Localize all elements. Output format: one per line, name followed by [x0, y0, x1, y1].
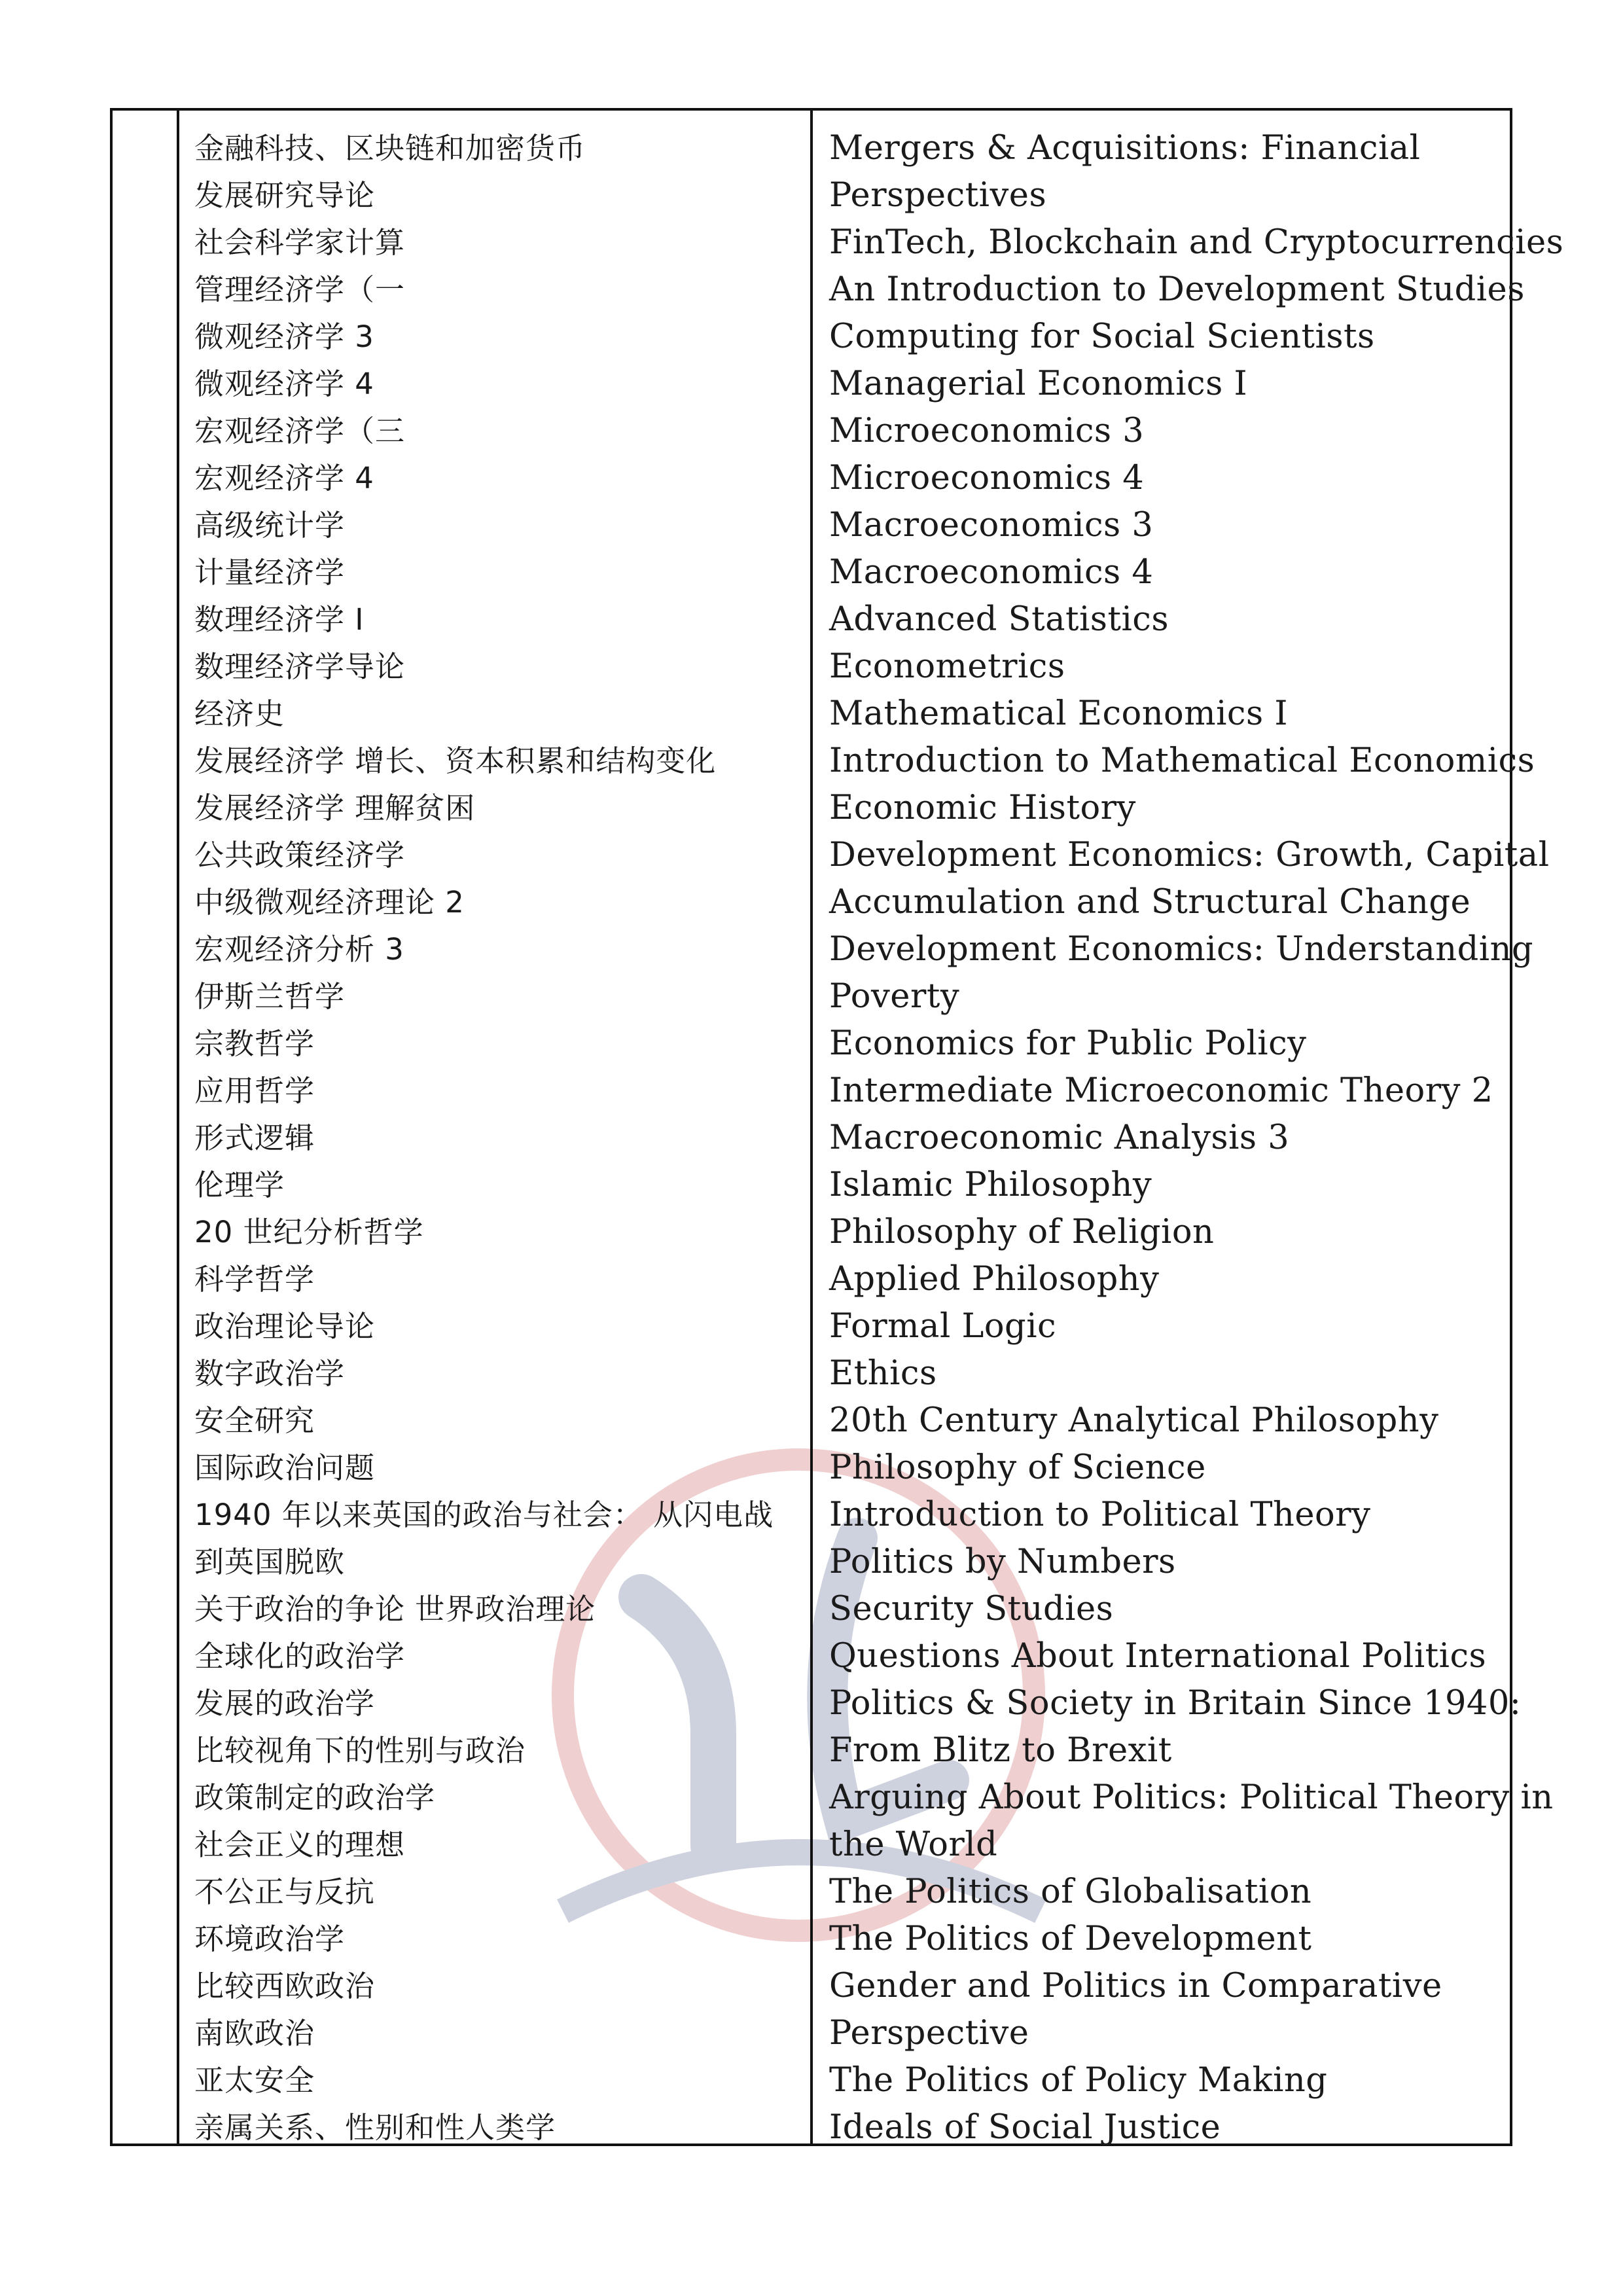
english-course-line: Politics by Numbers: [829, 1543, 1176, 1581]
english-course-list: [829, 125, 1563, 2151]
english-course-line: Applied Philosophy: [829, 1260, 1160, 1299]
english-course-line: Perspectives: [829, 176, 1047, 215]
chinese-course-line: 1940 年以来英国的政治与社会： 从闪电战: [194, 1498, 774, 1532]
english-course-line: Advanced Statistics: [829, 600, 1169, 639]
chinese-course-line: 计量经济学: [194, 555, 346, 590]
chinese-course-line: 发展的政治学: [194, 1686, 376, 1721]
chinese-course-line: 伦理学: [194, 1168, 285, 1202]
chinese-course-line: 亚太安全: [194, 2063, 315, 2098]
english-course-line: Introduction to Mathematical Economics: [829, 742, 1535, 780]
english-course-line: Philosophy of Religion: [829, 1213, 1215, 1251]
chinese-course-line: 比较西欧政治: [194, 1969, 376, 2003]
chinese-course-list: [194, 125, 774, 2151]
english-course-line: Macroeconomics 4: [829, 553, 1154, 592]
english-course-line: Islamic Philosophy: [829, 1166, 1152, 1204]
english-course-line: The Politics of Policy Making: [829, 2061, 1328, 2100]
english-course-line: Microeconomics 3: [829, 412, 1145, 450]
chinese-course-line: 发展经济学 增长、资本积累和结构变化: [194, 744, 717, 778]
english-course-line: Security Studies: [829, 1590, 1114, 1628]
chinese-course-line: 高级统计学: [194, 508, 346, 543]
chinese-course-line: 形式逻辑: [194, 1121, 315, 1155]
chinese-course-line: 社会正义的理想: [194, 1827, 406, 1862]
chinese-course-line: 金融科技、区块链和加密货币: [194, 131, 586, 166]
chinese-course-line: 发展经济学 理解贫困: [194, 791, 476, 825]
chinese-course-line: 比较视角下的性别与政治: [194, 1733, 526, 1768]
chinese-course-line: 到英国脱欧: [194, 1545, 346, 1579]
chinese-course-line: 发展研究导论: [194, 178, 376, 213]
chinese-course-line: 数理经济学导论: [194, 649, 406, 684]
english-course-line: Microeconomics 4: [829, 459, 1145, 497]
english-course-line: Poverty: [829, 977, 960, 1016]
english-course-line: FinTech, Blockchain and Cryptocurrencies: [829, 223, 1564, 262]
english-course-line: An Introduction to Development Studies: [829, 270, 1525, 309]
english-course-line: Mergers & Acquisitions: Financial: [829, 129, 1421, 168]
english-course-line: Intermediate Microeconomic Theory 2: [829, 1071, 1493, 1110]
chinese-course-line: 数理经济学 I: [194, 602, 365, 637]
english-course-line: Ideals of Social Justice: [829, 2108, 1221, 2147]
english-course-line: Development Economics: Understanding: [829, 930, 1534, 969]
chinese-course-line: 南欧政治: [194, 2016, 315, 2051]
chinese-course-line: 政策制定的政治学: [194, 1780, 436, 1815]
chinese-course-line: 微观经济学 4: [194, 367, 374, 401]
chinese-course-line: 社会科学家计算: [194, 225, 406, 260]
chinese-course-line: 中级微观经济理论 2: [194, 885, 465, 920]
english-course-line: From Blitz to Brexit: [829, 1731, 1172, 1770]
chinese-course-line: 宏观经济学（三: [194, 414, 406, 448]
column-divider-left: [177, 111, 179, 2144]
english-course-line: The Politics of Globalisation: [829, 1873, 1312, 1911]
chinese-course-line: 全球化的政治学: [194, 1639, 406, 1674]
english-course-line: The Politics of Development: [829, 1920, 1312, 1958]
chinese-course-line: 宗教哲学: [194, 1026, 315, 1061]
chinese-course-line: 管理经济学（一: [194, 272, 406, 307]
chinese-course-line: 安全研究: [194, 1403, 315, 1438]
english-course-line: Formal Logic: [829, 1307, 1057, 1346]
column-divider-middle: [810, 111, 813, 2144]
chinese-course-line: 数字政治学: [194, 1356, 346, 1391]
english-course-line: Economics for Public Policy: [829, 1024, 1307, 1063]
english-course-line: Accumulation and Structural Change: [829, 883, 1471, 922]
english-course-line: Econometrics: [829, 647, 1065, 686]
english-course-line: Macroeconomics 3: [829, 506, 1154, 545]
chinese-course-line: 环境政治学: [194, 1922, 346, 1956]
english-course-line: the World: [829, 1825, 998, 1864]
english-course-line: 20th Century Analytical Philosophy: [829, 1401, 1439, 1440]
english-course-line: Questions About International Politics: [829, 1637, 1487, 1676]
chinese-course-line: 20 世纪分析哲学: [194, 1215, 424, 1249]
english-course-line: Politics & Society in Britain Since 1940:: [829, 1684, 1522, 1723]
english-course-line: Perspective: [829, 2014, 1029, 2053]
english-course-line: Arguing About Politics: Political Theory in: [829, 1778, 1554, 1817]
chinese-course-line: 关于政治的争论 世界政治理论: [194, 1592, 596, 1626]
english-course-line: Philosophy of Science: [829, 1448, 1206, 1487]
english-course-line: Economic History: [829, 789, 1136, 827]
english-course-line: Computing for Social Scientists: [829, 317, 1375, 356]
chinese-course-line: 政治理论导论: [194, 1309, 376, 1344]
chinese-course-line: 微观经济学 3: [194, 319, 374, 354]
english-course-line: Ethics: [829, 1354, 937, 1393]
chinese-course-line: 国际政治问题: [194, 1450, 376, 1485]
chinese-course-line: 经济史: [194, 696, 285, 731]
course-table: [110, 108, 1564, 2147]
english-course-line: Managerial Economics I: [829, 365, 1248, 403]
chinese-course-line: 公共政策经济学: [194, 838, 406, 872]
chinese-course-line: 宏观经济分析 3: [194, 932, 404, 967]
chinese-course-line: 不公正与反抗: [194, 1874, 376, 1909]
english-course-line: Introduction to Political Theory: [829, 1496, 1371, 1534]
english-course-line: Macroeconomic Analysis 3: [829, 1119, 1290, 1157]
chinese-course-line: 应用哲学: [194, 1073, 315, 1108]
chinese-course-line: 科学哲学: [194, 1262, 315, 1297]
chinese-course-line: 亲属关系、性别和性人类学: [194, 2110, 556, 2145]
english-course-line: Gender and Politics in Comparative: [829, 1967, 1442, 2005]
chinese-course-line: 宏观经济学 4: [194, 461, 374, 495]
english-course-line: Development Economics: Growth, Capital: [829, 836, 1550, 874]
chinese-course-line: 伊斯兰哲学: [194, 979, 346, 1014]
english-course-line: Mathematical Economics I: [829, 694, 1289, 733]
